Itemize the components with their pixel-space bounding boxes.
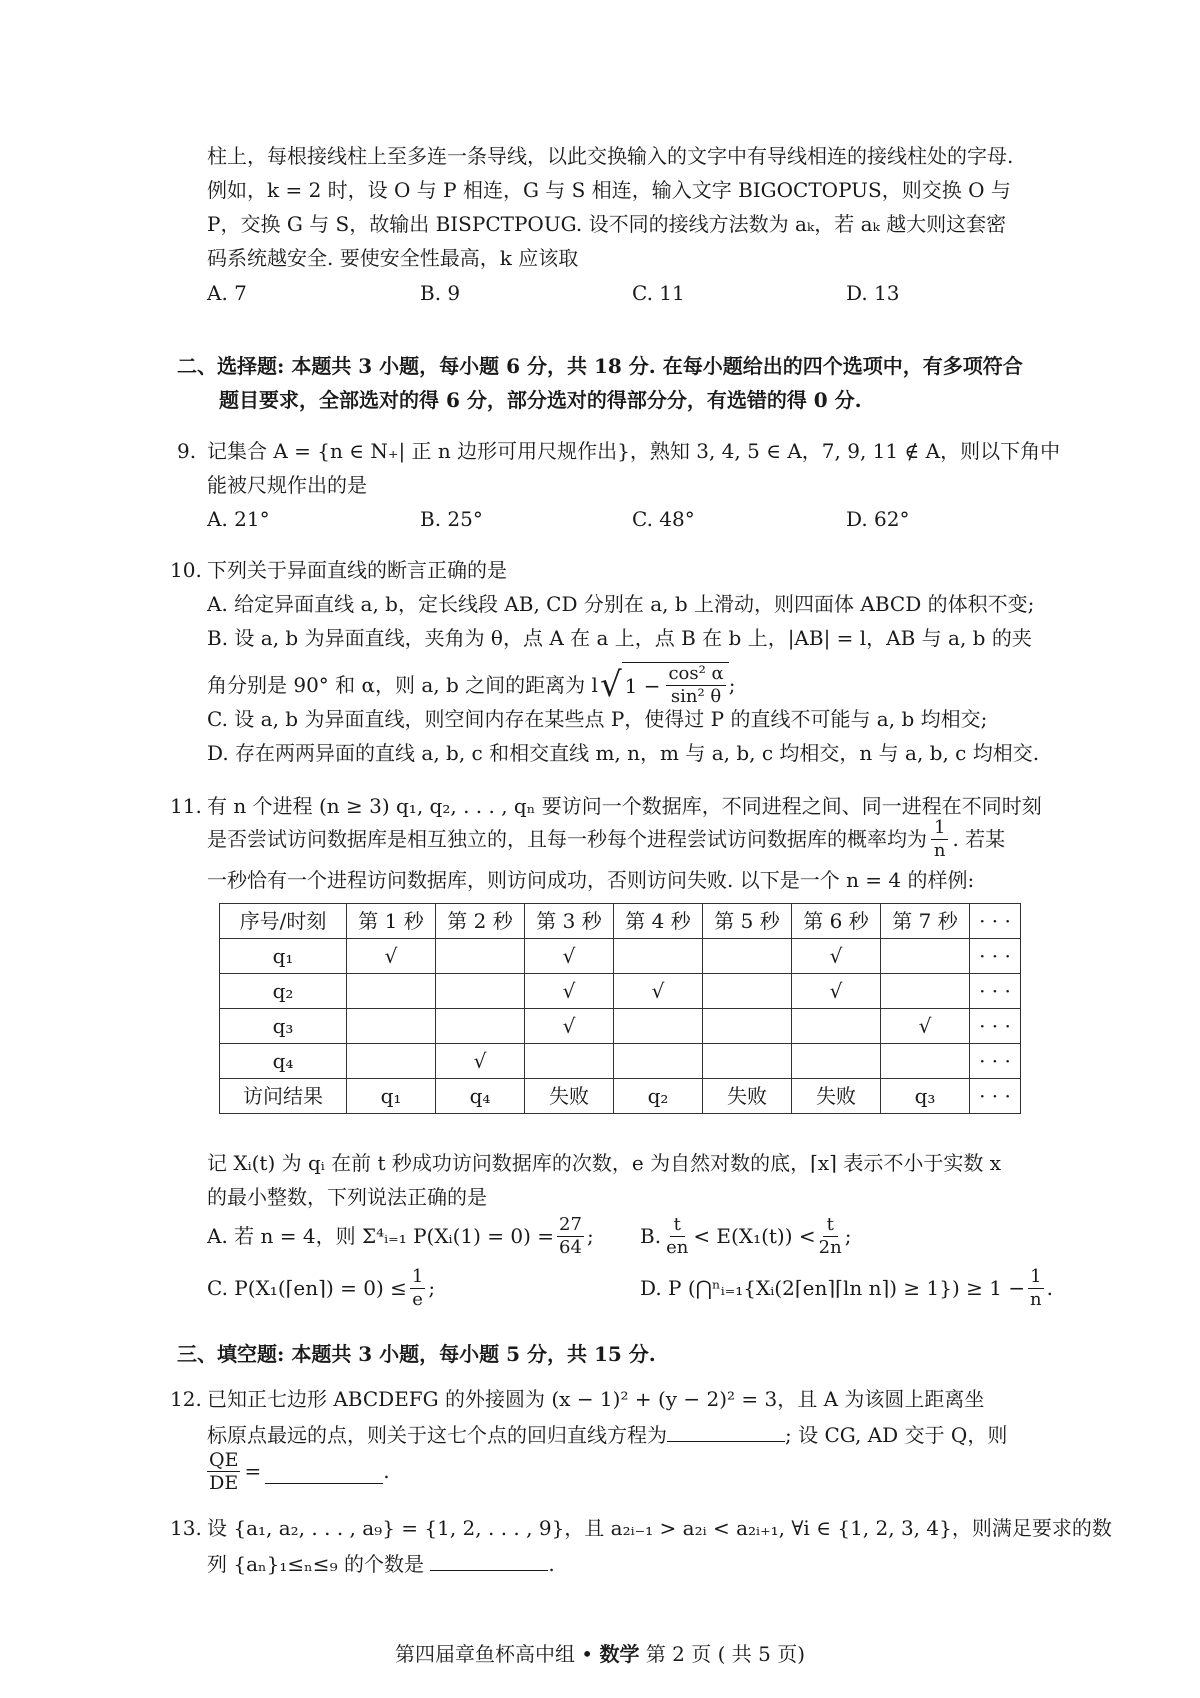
table-cell: √	[525, 974, 614, 1009]
table-cell: √	[525, 939, 614, 974]
table-header-cell: 第 7 秒	[881, 904, 970, 939]
q9-option-a: A. 21°	[207, 507, 270, 531]
table-cell	[881, 974, 970, 1009]
q9-option-b: B. 25°	[420, 507, 483, 531]
fraction	[557, 1214, 584, 1259]
option-text: A. 若 n = 4，则 Σ⁴ᵢ₌₁ P(Xᵢ(1) = 0) =	[207, 1223, 555, 1248]
table-cell: q₃	[881, 1079, 970, 1114]
table-header-cell: 第 3 秒	[525, 904, 614, 939]
intro-line-4: 码系统越安全. 要使安全性最高，k 应该取	[207, 246, 579, 270]
q10-option-a: A. 给定异面直线 a, b，定长线段 AB, CD 分别在 a, b 上滑动，则四面体 ABCD 的体积不变;	[207, 592, 1035, 616]
table-cell	[436, 939, 525, 974]
q12-line-2-text: 标原点最远的点，则关于这七个点的回归直线方程为	[207, 1423, 667, 1447]
q12-line-3	[207, 1446, 390, 1496]
table-cell: √	[881, 1009, 970, 1044]
period: .	[383, 1458, 390, 1483]
q10-option-d: D. 存在两两异面的直线 a, b, c 和相交直线 m, n，m 与 a, b, c 均相交，n 与 a, b, c 均相交.	[207, 741, 1040, 765]
q9-line-2: 能被尺规作出的是	[207, 473, 367, 497]
q9-line-1: 记集合 A = {n ∈ N₊| 正 n 边形可用尺规作出}，熟知 3, 4, 5 ∈ A，7, 9, 11 ∉ A，则以下角中	[207, 439, 1061, 463]
table-cell	[703, 1044, 792, 1079]
fraction-denominator: n	[933, 839, 946, 861]
table-cell: q₂	[614, 1079, 703, 1114]
q11-option-d	[640, 1264, 1053, 1312]
q12-number: 12.	[170, 1387, 202, 1411]
table-cell: √	[614, 974, 703, 1009]
fraction-numerator: t	[670, 1214, 685, 1237]
table-cell: 访问结果	[220, 1079, 347, 1114]
fraction-denominator: e	[412, 1288, 423, 1310]
q9-option-d: D. 62°	[846, 507, 910, 531]
fraction	[666, 663, 725, 708]
equals-sign: =	[244, 1458, 262, 1483]
q11-option-a	[207, 1212, 594, 1260]
table-cell: q₃	[220, 1009, 347, 1044]
table-cell: 失败	[792, 1079, 881, 1114]
fraction-numerator: QE	[209, 1448, 239, 1471]
table-header-cell: 第 4 秒	[614, 904, 703, 939]
q10-b-text: 角分别是 90° 和 α，则 a, b 之间的距离为 l	[207, 672, 598, 697]
table-cell	[436, 974, 525, 1009]
table-header-cell: · · ·	[970, 904, 1021, 939]
fraction-numerator: t	[823, 1214, 838, 1237]
table-cell: · · ·	[970, 1079, 1021, 1114]
table-cell: √	[347, 939, 436, 974]
q13-line-1: 设 {a₁, a₂, . . . , a₉} = {1, 2, . . . , 9}，且 a₂ᵢ₋₁ > a₂ᵢ < a₂ᵢ₊₁, ∀i ∈ {1, 2, 3, 4}，则满足要求的数	[207, 1516, 1112, 1540]
sqrt-sign: √	[599, 665, 622, 705]
table-cell	[614, 939, 703, 974]
intro-option-c: C. 11	[632, 281, 685, 305]
fraction-numerator: cos² α	[668, 663, 724, 684]
table-cell	[703, 974, 792, 1009]
table-cell: q₁	[347, 1079, 436, 1114]
option-end: .	[1046, 1275, 1053, 1300]
option-text: C. P(X₁(⌈en⌉) = 0) ≤	[207, 1275, 407, 1300]
footer-contest: 第四届章鱼杯高中组 •	[394, 1642, 594, 1666]
sqrt-radicand	[622, 662, 729, 708]
q12-line-1: 已知正七边形 ABCDEFG 的外接圆为 (x − 1)² + (y − 2)² = 3，且 A 为该圆上距离坐	[207, 1387, 985, 1411]
table-row	[220, 939, 1021, 974]
fraction-numerator: 1	[931, 817, 948, 840]
table-header-cell: 第 2 秒	[436, 904, 525, 939]
fraction	[819, 1214, 842, 1259]
footer-page: 第 2 页 ( 共 5 页)	[645, 1642, 806, 1666]
table-row	[220, 1079, 1021, 1114]
q9-option-c: C. 48°	[632, 507, 695, 531]
answer-blank[interactable]	[265, 1459, 383, 1484]
option-end: ;	[428, 1275, 436, 1300]
period: .	[548, 1552, 555, 1576]
fraction	[1028, 1266, 1043, 1311]
table-header-row	[220, 904, 1021, 939]
intro-option-b: B. 9	[420, 281, 461, 305]
q12-line-2-end: ; 设 CG, AD 交于 Q，则	[785, 1423, 1008, 1447]
intro-option-a: A. 7	[207, 281, 247, 305]
fraction-numerator: 27	[559, 1213, 582, 1235]
table-header-cell: 第 5 秒	[703, 904, 792, 939]
fraction	[410, 1266, 425, 1311]
option-end: ;	[844, 1223, 852, 1248]
option-end: ;	[586, 1223, 594, 1248]
table-cell: q₁	[220, 939, 347, 974]
q13-line-2-text: 列 {aₙ}₁≤ₙ≤₉ 的个数是	[207, 1552, 424, 1576]
section2-heading-line-1: 二、选择题: 本题共 3 小题，每小题 6 分，共 18 分. 在每小题给出的四个选项中，有多项符合	[177, 354, 1023, 378]
q10-number: 10.	[170, 558, 202, 582]
q13-line-2	[207, 1546, 555, 1581]
q11-line-2-end: . 若某	[952, 826, 1006, 851]
table-cell	[703, 939, 792, 974]
q10-option-c: C. 设 a, b 为异面直线，则空间内存在某些点 P，使得过 P 的直线不可能与 a, b 均相交;	[207, 707, 988, 731]
q11-line-1: 有 n 个进程 (n ≥ 3) q₁, q₂, . . . , qₙ 要访问一个数据库，不同进程之间、同一进程在不同时刻	[207, 794, 1042, 818]
fraction-denominator: n	[1030, 1288, 1042, 1310]
option-text: D. P (⋂ⁿᵢ₌₁{Xᵢ(2⌈en⌉⌈ln n⌉) ≥ 1}) ≥ 1 −	[640, 1275, 1026, 1300]
table-cell: q₄	[220, 1044, 347, 1079]
table-cell: √	[792, 939, 881, 974]
q11-line-2	[207, 815, 1005, 863]
q10-b-end: ;	[728, 672, 736, 697]
intro-line-1: 柱上，每根接线柱上至多连一条导线，以此交换输入的文字中有导线相连的接线柱处的字母.	[207, 144, 1014, 168]
q11-line-2-text: 是否尝试访问数据库是相互独立的，且每一秒每个进程尝试访问数据库的概率均为	[207, 826, 927, 851]
q11-option-b	[640, 1212, 851, 1260]
fraction	[666, 1214, 688, 1259]
table-cell	[881, 1044, 970, 1079]
option-text: B.	[640, 1223, 662, 1248]
fraction-denominator: 2n	[818, 1236, 842, 1258]
q11-after-line-1: 记 Xᵢ(t) 为 qᵢ 在前 t 秒成功访问数据库的次数，e 为自然对数的底，⌈x⌉ 表示不小于实数 x	[207, 1151, 1001, 1175]
table-cell	[881, 939, 970, 974]
fraction-denominator: 64	[559, 1236, 582, 1258]
table-cell: 失败	[525, 1079, 614, 1114]
table-header-cell: 序号/时刻	[220, 904, 347, 939]
table-cell: √	[436, 1044, 525, 1079]
fraction-numerator: 1	[1030, 1265, 1042, 1287]
fraction	[207, 1449, 240, 1494]
table-cell: · · ·	[970, 974, 1021, 1009]
q11-number: 11.	[170, 794, 202, 818]
table-cell: · · ·	[970, 1044, 1021, 1079]
page-footer	[0, 1638, 1200, 1671]
table-header-cell: 第 6 秒	[792, 904, 881, 939]
option-mid: < E(X₁(t)) <	[693, 1223, 816, 1248]
table-row	[220, 974, 1021, 1009]
section2-heading-line-2: 题目要求，全部选对的得 6 分，部分选对的得部分分，有选错的得 0 分.	[219, 388, 862, 412]
footer-subject: 数学	[599, 1642, 640, 1666]
table-cell: q₂	[220, 974, 347, 1009]
answer-blank[interactable]	[430, 1546, 548, 1571]
table-cell	[347, 1009, 436, 1044]
q9-number: 9.	[177, 439, 197, 463]
fraction-denominator: en	[666, 1236, 689, 1258]
table-cell	[792, 1009, 881, 1044]
table-cell	[792, 1044, 881, 1079]
q10-option-b-line-1: B. 设 a, b 为异面直线，夹角为 θ，点 A 在 a 上，点 B 在 b 上，|AB| = l，AB 与 a, b 的夹	[207, 626, 1032, 650]
fraction-denominator: DE	[209, 1471, 239, 1494]
table-cell	[703, 1009, 792, 1044]
table-cell: q₄	[436, 1079, 525, 1114]
table-cell: · · ·	[970, 1009, 1021, 1044]
fraction-numerator: 1	[411, 1265, 424, 1287]
answer-blank[interactable]	[667, 1417, 785, 1442]
q11-option-c	[207, 1264, 435, 1312]
table-cell: √	[792, 974, 881, 1009]
q11-line-3: 一秒恰有一个进程访问数据库，则访问成功，否则访问失败. 以下是一个 n = 4 的样例:	[207, 868, 975, 892]
table-row	[220, 1044, 1021, 1079]
table-cell	[436, 1009, 525, 1044]
q11-after-line-2: 的最小整数，下列说法正确的是	[207, 1185, 487, 1209]
table-cell	[614, 1044, 703, 1079]
radicand-text: 1 −	[624, 673, 661, 698]
intro-option-d: D. 13	[846, 281, 900, 305]
table-cell: · · ·	[970, 939, 1021, 974]
table-cell	[347, 1044, 436, 1079]
fraction-denominator: sin² θ	[670, 686, 722, 707]
table-header-cell: 第 1 秒	[347, 904, 436, 939]
fraction	[931, 817, 948, 862]
table-cell	[347, 974, 436, 1009]
table-cell	[525, 1044, 614, 1079]
table-row	[220, 1009, 1021, 1044]
q10-stem: 下列关于异面直线的断言正确的是	[207, 558, 507, 582]
q13-number: 13.	[170, 1516, 202, 1540]
table-cell	[614, 1009, 703, 1044]
intro-line-2: 例如，k = 2 时，设 O 与 P 相连，G 与 S 相连，输入文字 BIGOCTOPUS，则交换 O 与	[207, 178, 1011, 202]
q10-option-b-line-2	[207, 662, 735, 708]
table-cell: √	[525, 1009, 614, 1044]
access-table	[219, 903, 1021, 1114]
section3-heading: 三、填空题: 本题共 3 小题，每小题 5 分，共 15 分.	[177, 1342, 656, 1366]
table-cell: 失败	[703, 1079, 792, 1114]
intro-line-3: P，交换 G 与 S，故输出 BISPCTPOUG. 设不同的接线方法数为 aₖ，若 aₖ 越大则这套密	[207, 212, 1007, 236]
